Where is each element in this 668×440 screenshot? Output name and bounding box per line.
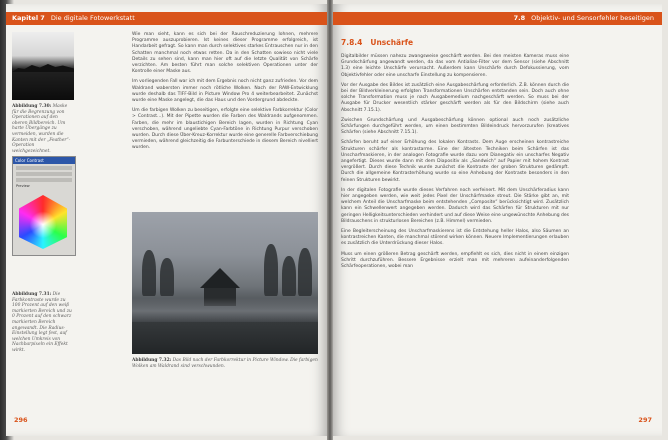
figure-caption-7-32: Abbildung 7.32: Das Bild nach der Farbkorrektur in Picture Window. Die farbigen Wolken am Waldrand sind verschwunden.: [132, 358, 318, 369]
farmhouse-photo: [132, 212, 318, 354]
paragraph: Eine Begleiterscheinung des Unscharfmaskierens ist die Entstehung heller Halos, also Säumen an kontrastreichen Kanten, die manchmal störend wirken können. Neuere Implementierungen erlauben es zusätzlich die Unterdrückung dieser Halos.: [341, 229, 569, 247]
figure-caption-7-30: Abbildung 7.30: Maske für die Begrenzung von Operationen auf den oberen Bildbereich. Um harte Übergänge zu vermeiden, wurden die Kanten mit der „Feather“-Operation weichgezeichnet.: [12, 104, 71, 154]
preview-checkbox-label: Preview: [16, 184, 30, 188]
paragraph: In der digitalen Fotografie wurde dieses Verfahren noch verfeinert. Mit dem Unschärferadius kann hier angegeben werden, wie weit jedes Pixel der Unschärfmaske streut. Die Stärke gibt an, mit welchem Anteil die Unscharfmaske beim entstehenden „Composite“ berücksichtigt wird. Zusätzlich kann ein Schwellenwert angegeben werden. Dadurch wird das Schärfen für Strukturen mit nur geringen Helligkeitsunterschieden verhindert und auf diese Weise eine ungewünschte Anhebung des Bildrauschens in strukturlosen Bereichen (z.B. Himmel) vermieden.: [341, 187, 569, 224]
chapter-title: Die digitale Fotowerkstatt: [50, 14, 135, 22]
color-contrast-dialog-figure: [12, 156, 76, 256]
right-page: [333, 4, 662, 436]
section-title: Objektiv- und Sensorfehler beseitigen: [531, 14, 654, 22]
heading-title: Unschärfe: [370, 38, 414, 47]
heading-number: 7.8.4: [341, 38, 363, 47]
paragraph: Wie man sieht, kann es sich bei der Rauschreduzierung lohnen, mehrere Programme auszuprobieren. Ist keines dieser Programme erfolgreich, ist Handarbeit gefragt. So kann man durch selektives starkes Entrauschen nur in den Schatten manchmal noch etwas retten. Da in den Schatten sowieso nicht viele Details zu sehen sind, kann man hier oft auf die letzte Qualität von Schärfe verzichten. Am besten führt man solche selektiven Operationen unter der Kontrolle einer Maske aus.: [132, 32, 318, 75]
paragraph: Vor der Ausgabe des Bildes ist zusätzlich eine Ausgabeschärfung erforderlich. Z.B. können durch die bei der Bildverkleinerung erfolgten Transformationen Unschärfen entstanden sein. Doch auch ohne solche Transformation muss je nach Ausgabemedium nachgeschärft werden. So muss bei der Ausgabe für Drucker wesentlich stärker geschärft werden als für den Bildschirm (siehe auch Abschnitt 7.15.1).: [341, 82, 569, 113]
left-body-text: [132, 32, 318, 156]
section-heading: [341, 38, 421, 47]
paragraph: Muss um einen größeren Betrag geschärft werden, empfiehlt es sich, dies nicht in einem einzigen Schritt durchzuführen. Bessere Ergebnisse erzielt man mit mehreren aufeinanderfolgenden Schärfeoperationen, wobei man: [341, 251, 569, 270]
section-number: 7.8: [513, 14, 526, 22]
running-head-left: [6, 12, 327, 25]
paragraph: Um die farbigen Wolken zu beseitigen, erfolgte eine selektive Farbkorrektur (Color > Contrast...). Mit der Pipette wurden die Farben des Waldrands aufgenommen. Farben, die mehr im blaustichigen Bereich lagen, wurden in Richtung Cyan verschoben, während ungeliebte Cyan-Farbtöne in Richtung Purpur verschoben wurden. Durch diese Über-Kreuz-Korrektur wurde eine generelle Farbverschiebung vermieden, während gleichzeitig die Farbunterschiede in diesem Bereich nivelliert wurden.: [132, 108, 318, 151]
dialog-title: Color Contrast: [13, 157, 75, 164]
paragraph: Zwischen Grundschärfung und Ausgabeschärfung können optional auch noch zusätzliche Schärfungen durchgeführt werden, um einen bestimmten Bildeindruck hervorzurufen (kreatives Schärfen (siehe Abschnitt 7.15.1).: [341, 117, 569, 136]
color-cube-graphic: [19, 195, 67, 249]
page-number-right: 297: [638, 416, 652, 424]
paragraph: Digitalbilder müssen nahezu zwangsweise geschärft werden. Bei den meisten Kameras muss eine Grundschärfung angewandt werden, da das vom Antialias-Filter vor dem Sensor (siehe Abschnitt 1.3) eine leichte Unschärfe verursacht. Außerdem kann Unschärfe durch Defokussierung, vom Objektivfehler oder eine unscharfe Einstellung zu kompensieren.: [341, 54, 569, 78]
chapter-number: Kapitel 7: [12, 14, 45, 22]
page-number-left: 296: [14, 416, 28, 424]
right-body-text: [341, 54, 569, 274]
running-head-right: [333, 12, 662, 25]
paragraph: Schärfen beruht auf einer Erhöhung des lokalen Kontrasts. Dem Auge erscheinen kontrastreiche Strukturen schärfer als kontrastarme. Eine der ältesten Techniken beim Schärfen ist das Unscharfmaskieren, in der analogen Fotografie wurde dazu vom Dianegativ ein unscharfes Negativ angefertigt. Dieses wurde dann mit dem Diapositiv als „Sandwich“ auf Papier mit hohem Kontrast vergrößert. Durch diese Technik wurde zunächst die Kontraste der groben Strukturen gedämpft. Durch die allgemeine Kontrasterhöhung wurde so eine Anhebung der Kontraste besonders in den feinen Strukturen bewirkt.: [341, 140, 569, 183]
paragraph: Im vorliegenden Fall war ich mit dem Ergebnis noch nicht ganz zufrieden. Vor dem Waldrand wabersten immer noch rötliche Wolken. Nach der RAW-Entwicklung wurde deshalb das TIFF-Bild in Picture Window Pro 4 weiterbearbeitet. Zunächst wurde eine Maske angelegt, die das Haus und den Vordergrund abdeckte.: [132, 79, 318, 104]
mask-figure: [12, 32, 74, 100]
figure-caption-7-31: Abbildung 7.31: Die Farbkontraste wurde zu 100 Prozent auf den weiß markierten Bereich und zu 0 Prozent auf den schwarz markierten Bereich angewandt. Die Radius-Einstellung legt fest, auf welchen Umkreis von Nachbarpixeln ein Effekt wirkt.: [12, 292, 72, 353]
left-page: [6, 4, 327, 436]
